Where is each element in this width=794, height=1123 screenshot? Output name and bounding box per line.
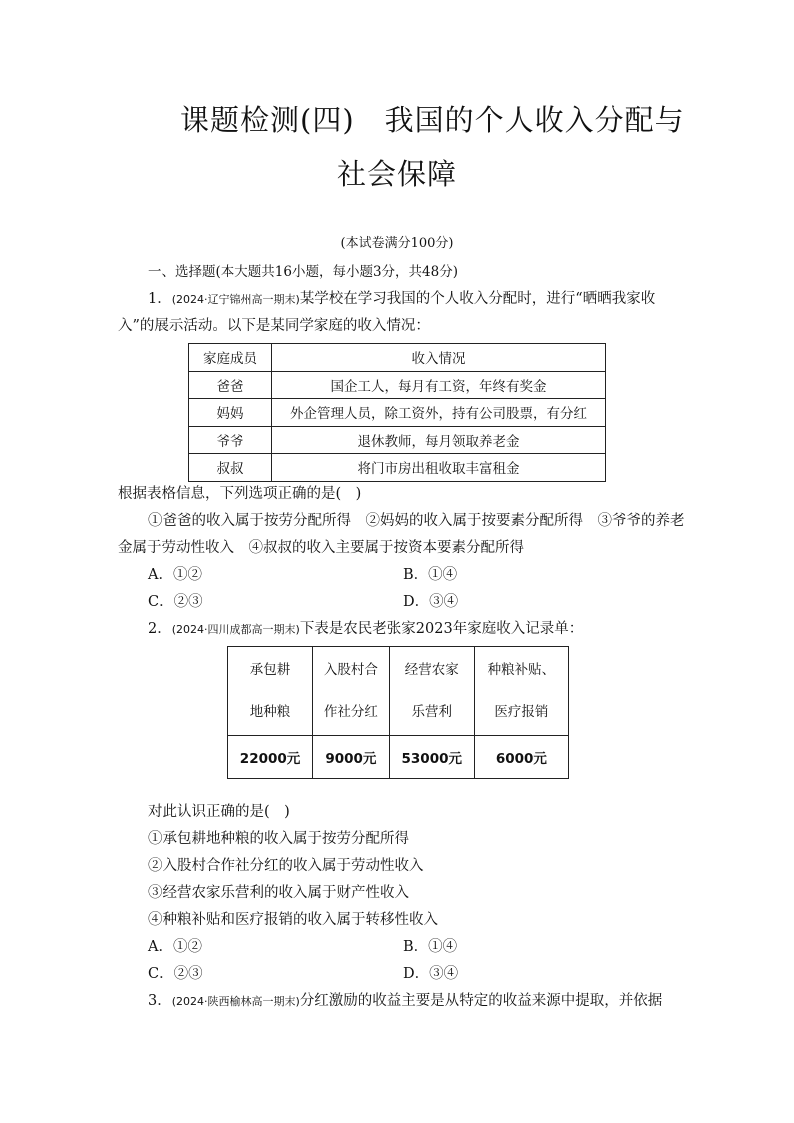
q1-option-b: B．①④ bbox=[403, 567, 458, 583]
header-text-line: 入股村合 bbox=[323, 662, 378, 678]
header-text-line: 乐营利 bbox=[411, 704, 452, 720]
table-cell: 爸爸 bbox=[189, 371, 272, 399]
table-cell: 国企工人，每月有工资，年终有奖金 bbox=[272, 371, 606, 399]
table-cell: 外企管理人员，除工资外，持有公司股票，有分红 bbox=[272, 399, 606, 427]
table-cell: 爷爷 bbox=[189, 426, 272, 454]
table-header-cell bbox=[313, 647, 390, 736]
q2-statement-1: ①承包耕地种粮的收入属于按劳分配所得 bbox=[148, 831, 409, 847]
q3-stem: 分红激励的收益主要是从特定的收益来源中提取，并依据 bbox=[299, 993, 663, 1009]
header-text-line: 医疗报销 bbox=[494, 704, 549, 720]
table-cell: 退休教师，每月领取养老金 bbox=[272, 426, 606, 454]
q3-number: 3． bbox=[148, 993, 172, 1009]
table-header-row bbox=[228, 647, 569, 736]
table-header-cell bbox=[228, 647, 313, 736]
header-text-line: 经营农家 bbox=[404, 662, 459, 678]
table-cell: 6000元 bbox=[474, 736, 568, 779]
table-row bbox=[228, 736, 569, 779]
table-row bbox=[189, 399, 606, 427]
table-header-row bbox=[189, 344, 606, 372]
q2-number: 2． bbox=[148, 621, 172, 637]
title-line-2: 社会保障 bbox=[336, 157, 457, 191]
table-cell: 叔叔 bbox=[189, 454, 272, 482]
header-text-line: 承包耕 bbox=[249, 662, 291, 678]
table-row bbox=[189, 371, 606, 399]
q1-stem-line-2: 入”的展示活动。以下是某同学家庭的收入情况： bbox=[118, 318, 430, 334]
header-text-line: 种粮补贴、 bbox=[487, 662, 556, 678]
table-cell: 53000元 bbox=[389, 736, 474, 779]
header-text-line: 作社分红 bbox=[323, 704, 378, 720]
q1-option-c: C．②③ bbox=[148, 594, 203, 610]
q2-option-d: D．③④ bbox=[403, 966, 459, 982]
q2-stem: 下表是农民老张家2023年家庭收入记录单： bbox=[299, 621, 584, 637]
q1-option-a: A．①② bbox=[148, 567, 202, 583]
score-note: (本试卷满分100分) bbox=[340, 236, 454, 251]
q1-statements-line-1: ①爸爸的收入属于按劳分配所得 ②妈妈的收入属于按要素分配所得 ③爷爷的养老 bbox=[148, 513, 685, 529]
q2-option-c: C．②③ bbox=[148, 966, 203, 982]
q1-statements-line-2: 金属于劳动性收入 ④叔叔的收入主要属于按资本要素分配所得 bbox=[118, 540, 524, 556]
table-cell: 妈妈 bbox=[189, 399, 272, 427]
q1-stem-line-1 bbox=[148, 289, 655, 310]
table-cell: 9000元 bbox=[313, 736, 390, 779]
q1-income-table bbox=[188, 343, 606, 482]
q2-option-a: A．①② bbox=[148, 939, 202, 955]
q1-source: (2024·辽宁锦州高一期末) bbox=[171, 293, 300, 306]
table-header-cell bbox=[474, 647, 568, 736]
q2-source: (2024·四川成都高一期末) bbox=[171, 623, 300, 636]
table-header-cell bbox=[389, 647, 474, 736]
q1-prompt: 根据表格信息，下列选项正确的是( ) bbox=[118, 486, 362, 502]
table-cell: 22000元 bbox=[228, 736, 313, 779]
q3-stem-line bbox=[148, 991, 662, 1012]
q2-stem-line bbox=[148, 619, 583, 640]
table-row bbox=[189, 454, 606, 482]
table-header-cell: 家庭成员 bbox=[189, 344, 272, 372]
q2-option-b: B．①④ bbox=[403, 939, 458, 955]
q2-income-table bbox=[227, 646, 569, 779]
q2-statement-2: ②入股村合作社分红的收入属于劳动性收入 bbox=[148, 858, 424, 874]
table-header-cell: 收入情况 bbox=[272, 344, 606, 372]
title-line-1: 课题检测(四) 我国的个人收入分配与 bbox=[180, 103, 685, 137]
q1-stem-a: 某学校在学习我国的个人收入分配时，进行“晒晒我家收 bbox=[299, 291, 656, 307]
q2-prompt: 对此认识正确的是( ) bbox=[148, 804, 290, 820]
q2-statement-4: ④种粮补贴和医疗报销的收入属于转移性收入 bbox=[148, 912, 438, 928]
q2-statement-3: ③经营农家乐营利的收入属于财产性收入 bbox=[148, 885, 409, 901]
section-heading: 一、选择题(本大题共16小题，每小题3分，共48分) bbox=[148, 264, 458, 280]
q1-option-d: D．③④ bbox=[403, 594, 459, 610]
table-row bbox=[189, 426, 606, 454]
table-cell: 将门市房出租收取丰富租金 bbox=[272, 454, 606, 482]
header-text-line: 地种粮 bbox=[249, 704, 291, 720]
q1-number: 1． bbox=[148, 291, 172, 307]
q3-source: (2024·陕西榆林高一期末) bbox=[171, 995, 300, 1008]
